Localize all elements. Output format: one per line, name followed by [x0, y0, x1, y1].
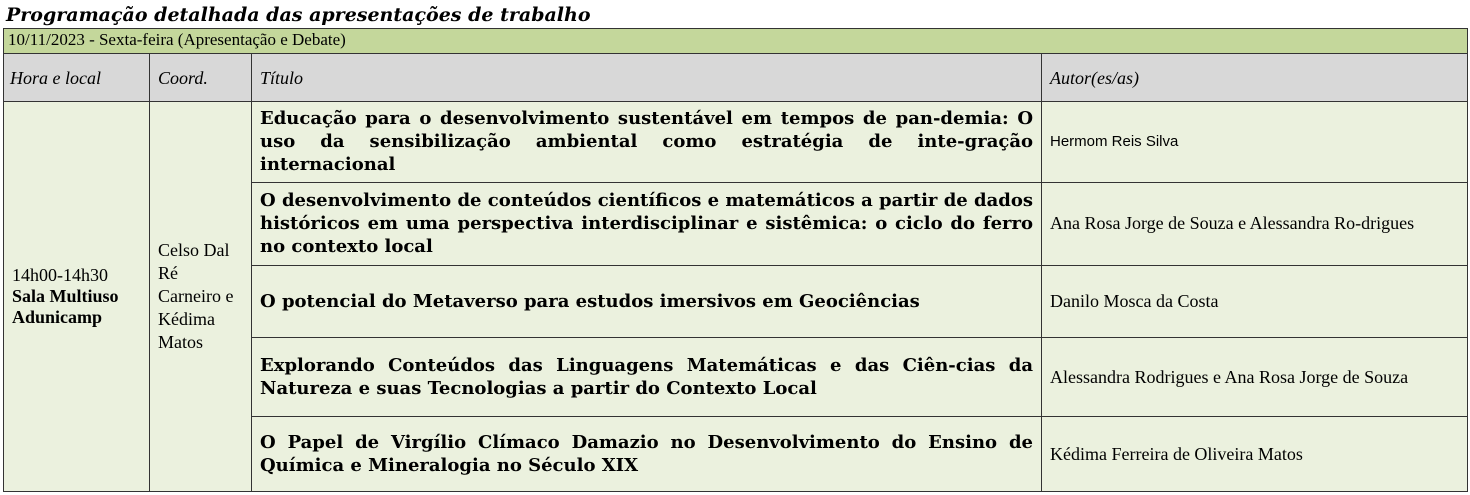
- authors-cell: Alessandra Rodrigues e Ana Rosa Jorge de Souza: [1042, 338, 1468, 417]
- coordinators-cell: Celso Dal Ré Carneiro e Kédima Matos: [150, 101, 252, 491]
- table-row: [4, 101, 1468, 182]
- title-cell: Educação para o desenvolvimento sustentável em tempos de pan-demia: O uso da sensibilização ambiental como estratégia de inte-gração internacional: [252, 101, 1042, 182]
- authors-cell: Kédima Ferreira de Oliveira Matos: [1042, 417, 1468, 492]
- header-title: Título: [252, 54, 1042, 102]
- header-authors: Autor(es/as): [1042, 54, 1468, 102]
- session-room: Sala Multiuso Adunicamp: [12, 285, 119, 327]
- header-coord: Coord.: [150, 54, 252, 102]
- title-cell: O desenvolvimento de conteúdos científicos e matemáticos a partir de dados históricos em uma perspectiva interdisciplinar e sistêmica: o ciclo do ferro no contexto local: [252, 182, 1042, 265]
- authors-cell: Ana Rosa Jorge de Souza e Alessandra Ro-drigues: [1042, 182, 1468, 265]
- session-time: 14h00-14h30: [12, 264, 108, 285]
- header-time-place: Hora e local: [4, 54, 150, 102]
- schedule-table: [3, 28, 1468, 492]
- authors-cell: Hermom Reis Silva: [1042, 101, 1468, 182]
- date-row: [4, 29, 1468, 54]
- date-cell: 10/11/2023 - Sexta-feira (Apresentação e Debate): [4, 29, 1468, 54]
- header-row: [4, 54, 1468, 102]
- authors-cell: Danilo Mosca da Costa: [1042, 265, 1468, 338]
- time-place-cell: [4, 101, 150, 491]
- page-heading: Programação detalhada das apresentações de trabalho: [6, 4, 591, 26]
- title-cell: O potencial do Metaverso para estudos imersivos em Geociências: [252, 265, 1042, 338]
- title-cell: O Papel de Virgílio Clímaco Damazio no Desenvolvimento do Ensino de Química e Mineralogia no Século XIX: [252, 417, 1042, 492]
- title-cell: Explorando Conteúdos das Linguagens Matemáticas e das Ciên-cias da Natureza e suas Tecnologias a partir do Contexto Local: [252, 338, 1042, 417]
